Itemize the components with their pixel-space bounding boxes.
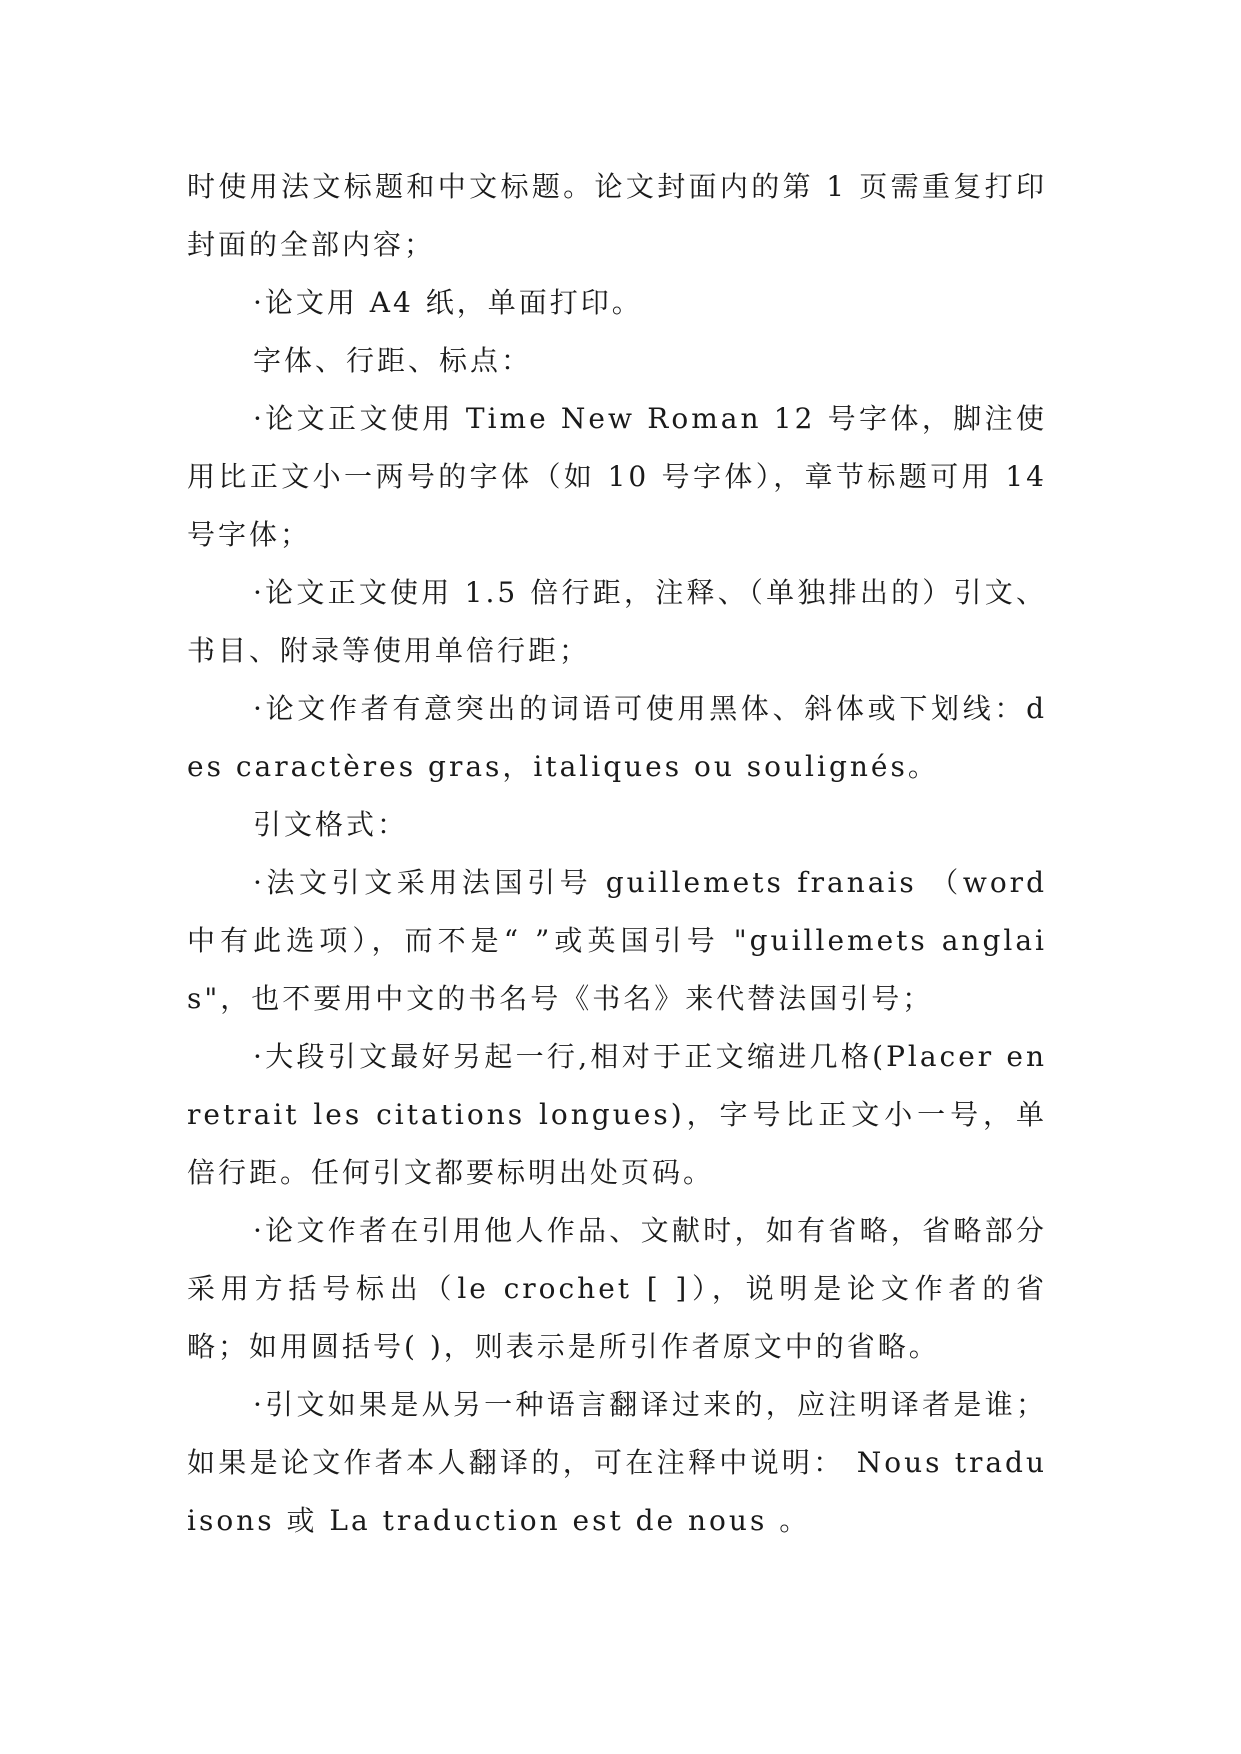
paragraph-cover-titles: 时使用法文标题和中文标题。论文封面内的第 1 页需重复打印封面的全部内容； — [187, 170, 1047, 261]
paragraph-french-quotes: ·法文引文采用法国引号 guillemets franais （word 中有此选项），而不是“ ”或英国引号 "guillemets anglais"，也不要用中文的书名号《书名》来代替法国引号； — [187, 866, 1047, 1015]
paragraph-font-size: ·论文正文使用 Time New Roman 12 号字体，脚注使用比正文小一两号的字体（如 10 号字体），章节标题可用 14 号字体； — [187, 402, 1047, 551]
paragraph-omissions: ·论文作者在引用他人作品、文献时，如有省略，省略部分采用方括号标出（le crochet [ ]），说明是论文作者的省略；如用圆括号( )，则表示是所引作者原文中的省略。 — [187, 1214, 1047, 1363]
paragraph-translations: ·引文如果是从另一种语言翻译过来的，应注明译者是谁；如果是论文作者本人翻译的，可在注释中说明： Nous traduisons 或 La traduction est de nous 。 — [187, 1388, 1047, 1537]
paragraph-paper-a4: ·论文用 A4 纸，单面打印。 — [253, 286, 643, 319]
document-body — [187, 158, 1047, 1550]
paragraph-long-quotes: ·大段引文最好另起一行,相对于正文缩进几格(Placer en retrait les citations longues)，字号比正文小一号，单倍行距。任何引文都要标明出处页码。 — [187, 1040, 1047, 1189]
section-heading-font-spacing: 字体、行距、标点： — [253, 344, 533, 377]
section-heading-citation-format: 引文格式： — [253, 808, 409, 841]
paragraph-emphasis: ·论文作者有意突出的词语可使用黑体、斜体或下划线：des caractères gras，italiques ou soulignés。 — [187, 692, 1047, 783]
paragraph-line-spacing: ·论文正文使用 1.5 倍行距，注释、（单独排出的）引文、书目、附录等使用单倍行距； — [187, 576, 1047, 667]
